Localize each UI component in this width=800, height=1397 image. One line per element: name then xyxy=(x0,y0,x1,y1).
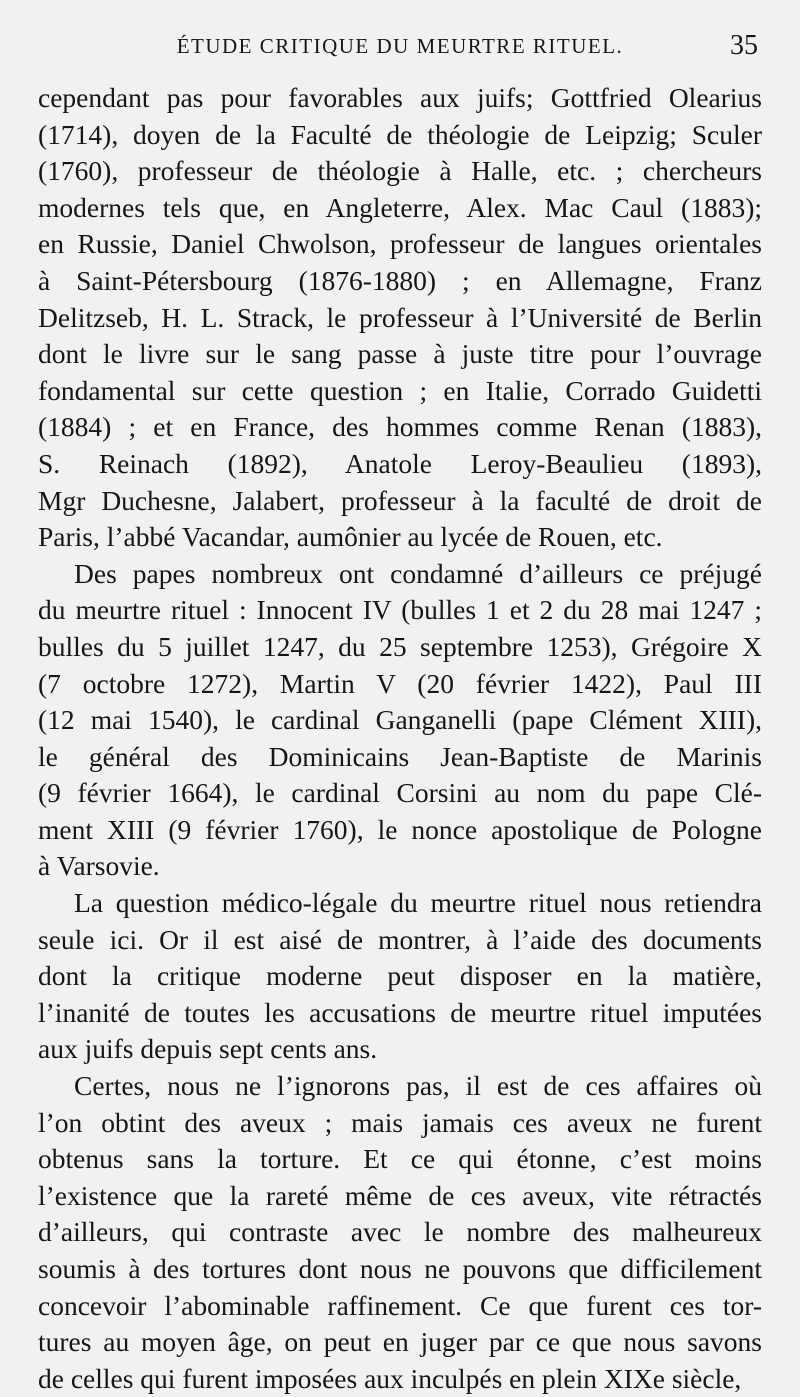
text-line: l’inanité de toutes les accusations de meurtre rituel imputées xyxy=(38,996,762,1028)
text-line: d’ailleurs, qui contraste avec le nombre des malheureux xyxy=(38,1216,762,1248)
paragraph xyxy=(38,885,762,1068)
text-line: du meurtre rituel : Innocent IV (bulles 1 et 2 du 28 mai 1247 ; xyxy=(38,594,762,626)
text-line: tures au moyen âge, on peut en juger par ce que nous savons xyxy=(38,1326,762,1358)
text-line: modernes tels que, en Angleterre, Alex. Mac Caul (1883); xyxy=(38,191,762,223)
text-line: soumis à des tortures dont nous ne pouvons que difficilement xyxy=(38,1253,762,1284)
paragraph xyxy=(38,80,762,556)
text-line: fondamental sur cette question ; en Italie, Corrado Guidetti xyxy=(38,374,762,406)
text-line: seule ici. Or il est aisé de montrer, à l’aide des documents xyxy=(38,923,762,955)
text-line: de celles qui furent imposées aux inculpés en plein XIXe siècle, xyxy=(38,1362,742,1394)
text-line: Delitzseb, H. L. Strack, le professeur à l’Université de Berlin xyxy=(38,301,762,333)
page-number: 35 xyxy=(730,30,758,61)
text-line: (1760), professeur de théologie à Halle, etc. ; chercheurs xyxy=(38,155,762,187)
text-line: (9 février 1664), le cardinal Corsini au nom du pape Clé- xyxy=(38,777,762,809)
text-line: l’on obtint des aveux ; mais jamais ces aveux ne furent xyxy=(38,1106,762,1138)
text-line: à Varsovie. xyxy=(38,850,160,882)
text-line: (7 octobre 1272), Martin V (20 février 1422), Paul III xyxy=(38,667,762,699)
text-line: Paris, l’abbé Vacandar, aumônier au lycée de Rouen, etc. xyxy=(38,521,663,553)
text-line: (1884) ; et en France, des hommes comme Renan (1883), xyxy=(38,411,762,443)
text-line: Mgr Duchesne, Jalabert, professeur à la faculté de droit de xyxy=(38,484,762,516)
text-line: en Russie, Daniel Chwolson, professeur de langues orientales xyxy=(38,228,762,260)
text-line: La question médico-légale du meurtre rituel nous retiendra xyxy=(74,887,762,919)
text-line: dont le livre sur le sang passe à juste titre pour l’ouvrage xyxy=(38,338,762,370)
text-line: cependant pas pour favorables aux juifs; Gottfried Olearius xyxy=(38,82,762,113)
paragraph xyxy=(38,556,762,885)
text-line: dont la critique moderne peut disposer en la matière, xyxy=(38,960,762,992)
text-line: bulles du 5 juillet 1247, du 25 septembre 1253), Grégoire X xyxy=(38,630,762,662)
text-line: (1714), doyen de la Faculté de théologie de Leipzig; Sculer xyxy=(38,118,762,150)
text-line: obtenus sans la torture. Et ce qui étonne, c’est moins xyxy=(38,1143,762,1175)
text-line: (12 mai 1540), le cardinal Ganganelli (pape Clément XIII), xyxy=(38,704,762,736)
running-title: ÉTUDE CRITIQUE DU MEURTRE RITUEL. xyxy=(176,34,624,58)
body-text xyxy=(38,80,762,1397)
paragraph xyxy=(38,1068,762,1397)
text-line: S. Reinach (1892), Anatole Leroy-Beaulieu (1893), xyxy=(38,447,762,479)
text-line: à Saint-Pétersbourg (1876-1880) ; en Allemagne, Franz xyxy=(38,264,762,296)
running-header xyxy=(38,30,762,70)
text-line: l’existence que la rareté même de ces aveux, vite rétractés xyxy=(38,1179,762,1211)
text-line: Des papes nombreux ont condamné d’ailleurs ce préjugé xyxy=(74,557,762,589)
text-line: concevoir l’abominable raffinement. Ce que furent ces tor- xyxy=(38,1289,762,1321)
text-line: aux juifs depuis sept cents ans. xyxy=(38,1033,378,1065)
text-line: ment XIII (9 février 1760), le nonce apostolique de Pologne xyxy=(38,813,762,845)
text-line: Certes, nous ne l’ignorons pas, il est de ces affaires où xyxy=(74,1070,762,1102)
text-line: le général des Dominicains Jean-Baptiste de Marinis xyxy=(38,740,762,772)
